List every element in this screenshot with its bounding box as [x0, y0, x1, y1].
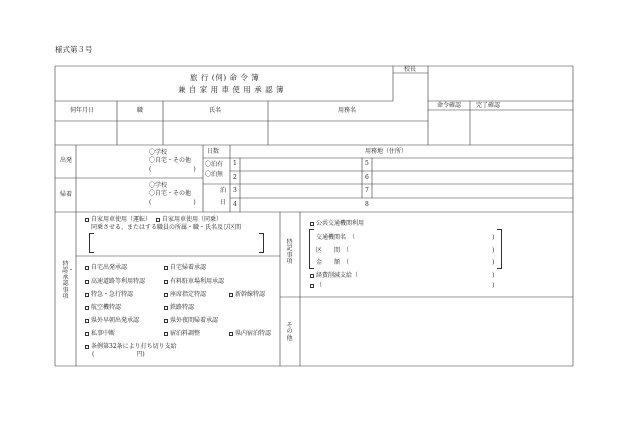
- form-title: 旅 行 (伺) 命 令 簿: [190, 73, 260, 82]
- destination-header: 用務地（住所）: [365, 148, 408, 155]
- car-ride-checkbox[interactable]: [156, 218, 160, 222]
- transport-agency-close: ): [492, 234, 495, 241]
- approval-late-return[interactable]: 県外夜間帰着承認: [164, 318, 218, 324]
- destination-number-8: 8: [365, 201, 369, 208]
- approval-shinkansen[interactable]: 新幹線特認: [229, 292, 265, 298]
- transport-agency-label: 交通機関名 （: [316, 234, 356, 241]
- other-option[interactable]: （: [310, 283, 322, 289]
- approval-parking[interactable]: 有料駐車場利用承認: [164, 279, 224, 285]
- nights-label: 泊: [220, 187, 227, 194]
- destination-number-2: 2: [233, 174, 237, 181]
- special-notes-label: 特記事項: [286, 239, 293, 266]
- approval-home-return[interactable]: 自宅帰着承認: [164, 265, 206, 271]
- form-subtitle: 兼 自 家 用 車 使 用 承 認 簿: [178, 85, 284, 94]
- position-field[interactable]: [118, 122, 162, 144]
- transport-section-close: ): [492, 247, 495, 254]
- destination-number-1: 1: [233, 160, 237, 167]
- name-field[interactable]: [164, 122, 267, 144]
- purpose-header: 用務名: [338, 107, 357, 114]
- approval-home-departure[interactable]: 自宅出発承認: [85, 265, 127, 271]
- form-number: 様式第３号: [55, 45, 93, 54]
- date-field[interactable]: [56, 122, 116, 144]
- expense-reduction-option[interactable]: 経費削減支給（: [310, 273, 358, 279]
- approval-private-break[interactable]: 私事中断: [85, 331, 115, 337]
- departure-option-home[interactable]: 〇自宅・その他: [149, 157, 192, 164]
- other-notes-field[interactable]: [301, 298, 572, 365]
- public-transport-option[interactable]: 公共交通機関利用: [310, 221, 364, 227]
- date-header: 伺年月日: [70, 107, 95, 114]
- return-option-school[interactable]: 〇学校: [149, 182, 168, 189]
- transport-bracket-left: [309, 229, 314, 269]
- approval-early-departure[interactable]: 県外早朝出発承認: [85, 318, 139, 324]
- order-confirm-header: 命令確認: [437, 102, 462, 109]
- days-header: 日数: [207, 148, 220, 155]
- transport-fare-close: ): [492, 259, 495, 266]
- transport-section-field[interactable]: [370, 246, 488, 255]
- principal-header: 校長: [404, 66, 417, 73]
- car-companion-field[interactable]: [95, 234, 257, 250]
- stay-option-no[interactable]: 〇泊無: [205, 171, 224, 178]
- departure-label: 出発: [60, 157, 73, 164]
- destination-number-5: 5: [365, 160, 369, 167]
- approval-yen-field[interactable]: ( 円): [92, 351, 145, 358]
- approval-lodging-adjust[interactable]: 宿泊料調整: [164, 331, 200, 337]
- principal-stamp-cell[interactable]: [394, 74, 427, 100]
- destination-number-3: 3: [233, 187, 237, 194]
- expense-reduction-close: ): [492, 272, 495, 279]
- return-other-field[interactable]: ( ): [149, 199, 196, 206]
- approval-reserved-seat[interactable]: 座席指定特認: [164, 292, 206, 298]
- stay-option-yes[interactable]: 〇泊有: [205, 161, 224, 168]
- transport-bracket-right: [497, 229, 502, 269]
- approval-express-train[interactable]: 特急・急行特認: [85, 292, 133, 298]
- car-use-note: 同乗させる、またはする職員の所属・職・氏名及び区間: [91, 224, 242, 231]
- position-header: 職: [137, 107, 144, 114]
- other-option-close: ): [492, 282, 495, 289]
- car-drive-checkbox[interactable]: [85, 218, 89, 222]
- car-companion-bracket-right: [259, 233, 264, 253]
- approval-article-32[interactable]: 条例第32条により打ち切り支給: [85, 344, 177, 350]
- approval-railway[interactable]: 鉄路特認: [164, 305, 194, 311]
- approval-expressway[interactable]: 高速道路等利用特認: [85, 279, 145, 285]
- name-header: 氏名: [209, 107, 222, 114]
- completion-confirm-header: 完了確認: [476, 102, 501, 109]
- car-companion-bracket-left: [89, 233, 94, 253]
- destination-number-4: 4: [233, 201, 237, 208]
- car-use-row: 自家用車使用（運転） 自家用車使用（同乗）: [85, 217, 222, 223]
- days-count-label: 日: [220, 199, 227, 206]
- approval-in-prefecture-lodging[interactable]: 県内宿泊特認: [229, 331, 271, 337]
- other-label: その他: [286, 322, 293, 342]
- destination-number-6: 6: [365, 174, 369, 181]
- return-option-home[interactable]: 〇自宅・その他: [149, 190, 192, 197]
- purpose-field[interactable]: [269, 122, 427, 144]
- approval-aircraft[interactable]: 航空機特認: [85, 305, 121, 311]
- return-label: 帰着: [60, 191, 73, 198]
- departure-option-school[interactable]: 〇学校: [149, 149, 168, 156]
- transport-fare-field[interactable]: [370, 258, 488, 267]
- special-approval-label: 特認・承認事項: [62, 261, 75, 301]
- transport-section-label: 区 間 （: [316, 247, 350, 254]
- transport-agency-field[interactable]: [370, 233, 488, 242]
- destination-number-7: 7: [365, 187, 369, 194]
- transport-fare-label: 金 額 （: [316, 259, 350, 266]
- departure-other-field[interactable]: ( ): [149, 166, 196, 173]
